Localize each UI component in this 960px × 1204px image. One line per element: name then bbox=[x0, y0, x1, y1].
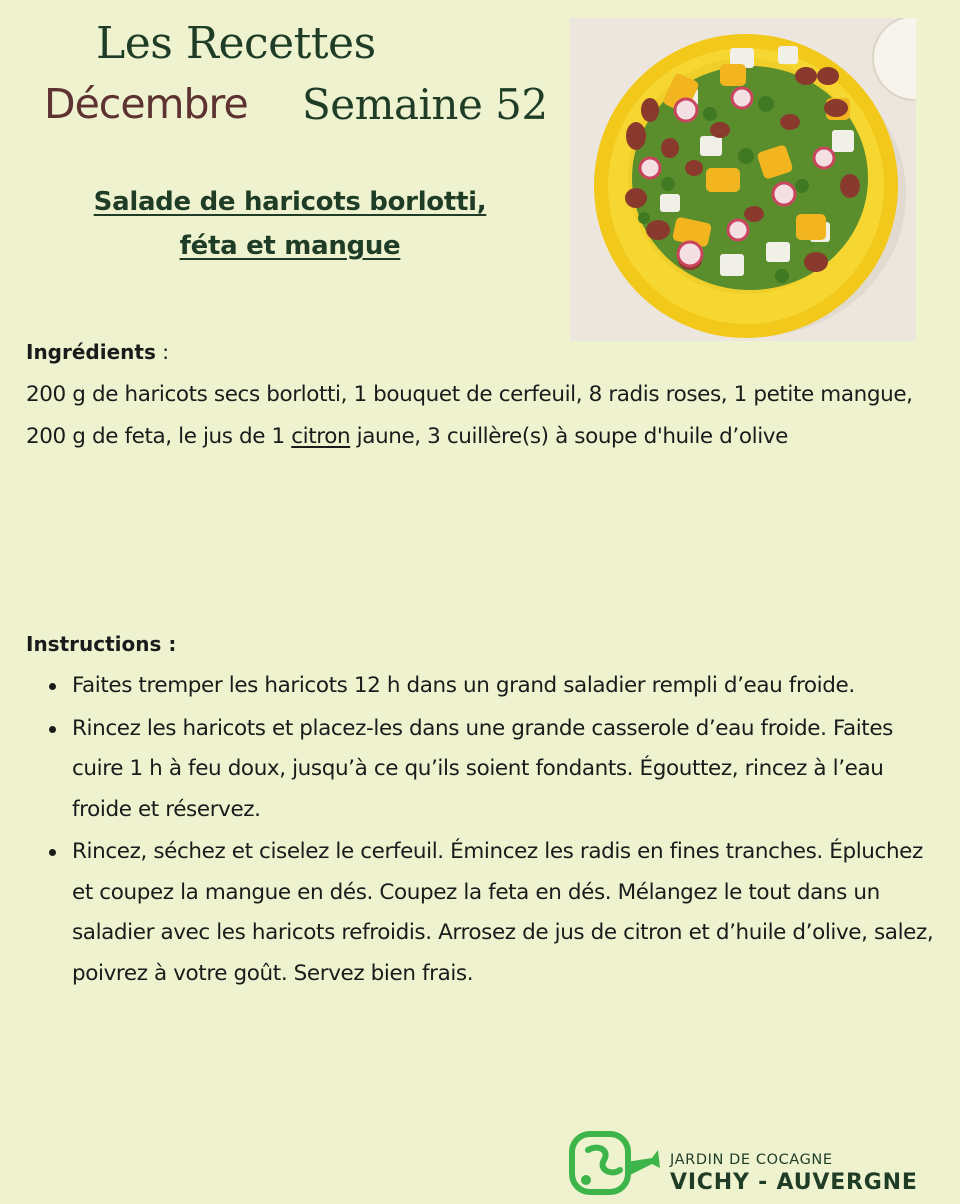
ingredients-heading-suffix: : bbox=[155, 340, 169, 364]
instructions-heading: Instructions : bbox=[26, 632, 177, 656]
logo-subtitle: JARDIN DE COCAGNE bbox=[670, 1152, 833, 1168]
ingredients-heading-label: Ingrédients bbox=[26, 340, 156, 364]
recipe-title bbox=[40, 180, 540, 268]
logo-icon bbox=[568, 1128, 664, 1200]
month-label: Décembre bbox=[44, 80, 248, 128]
instruction-step: Rincez, séchez et ciselez le cerfeuil. Émincez les radis en fines tranches. Épluchez et coupez la mangue en dés. Coupez la feta en dés. Mélangez le tout dans un saladier avec les haricots refroidis. Arrosez de jus de citron et d’huile d’olive, salez, poivrez à votre goût. Servez bien frais. bbox=[72, 832, 940, 994]
instruction-step: Faites tremper les haricots 12 h dans un grand saladier rempli d’eau froide. bbox=[72, 666, 940, 707]
recipe-title-line-1: Salade de haricots borlotti, bbox=[93, 187, 487, 217]
citron-link[interactable]: citron bbox=[291, 424, 351, 449]
ingredients-text-part-1: 200 g de haricots secs borlotti, 1 bouquet de cerfeuil, 8 radis roses, 1 petite mangue, 200 g de feta, le jus de 1 bbox=[26, 382, 913, 449]
ingredients-heading bbox=[26, 338, 169, 366]
dish-photo bbox=[570, 18, 916, 341]
ingredients-list bbox=[26, 374, 944, 458]
week-label: Semaine 52 bbox=[302, 80, 548, 129]
page-title: Les Recettes bbox=[96, 18, 376, 69]
ingredients-text-part-2: jaune, 3 cuillère(s) à soupe d'huile d’olive bbox=[350, 424, 788, 449]
logo-title: VICHY - AUVERGNE bbox=[670, 1170, 918, 1195]
salad-bowl-illustration bbox=[570, 18, 916, 341]
recipe-title-line-2: féta et mangue bbox=[179, 231, 401, 261]
instructions-list bbox=[72, 666, 940, 996]
instruction-step: Rincez les haricots et placez-les dans une grande casserole d’eau froide. Faites cuire 1 h à feu doux, jusqu’à ce qu’ils soient fondants. Égouttez, rincez à l’eau froide et réservez. bbox=[72, 709, 940, 831]
